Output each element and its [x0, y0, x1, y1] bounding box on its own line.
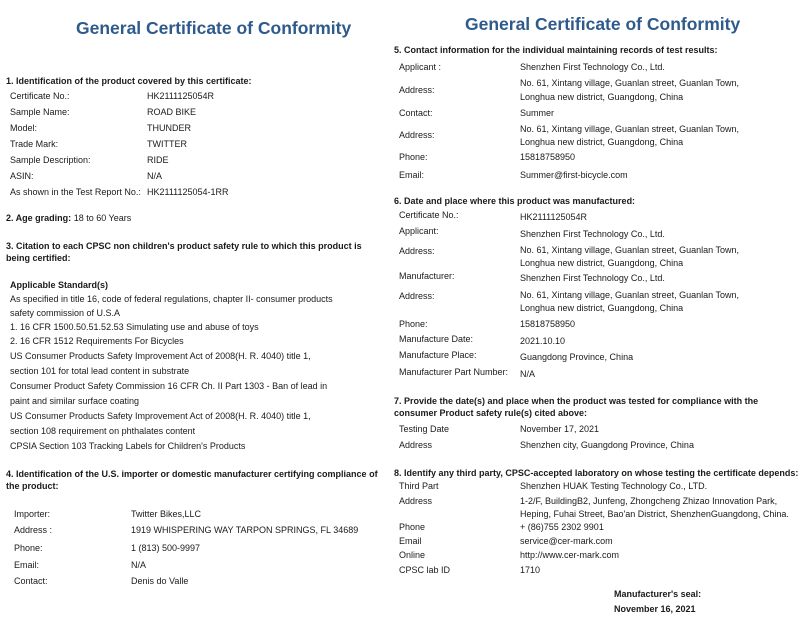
s6-applicant-label: Applicant: — [399, 226, 439, 236]
trade-mark-value: TWITTER — [147, 139, 187, 149]
importer-email-label: Email: — [14, 560, 40, 570]
left-page-title: General Certificate of Conformity — [76, 18, 352, 38]
section-4-heading: 4. Identification of the U.S. importer or domestic manufacturer certifying compliance of the product: — [6, 469, 378, 491]
s6-applicant-value: Shenzhen First Technology Co., Ltd. — [520, 229, 665, 239]
s6-part-value: N/A — [520, 369, 536, 379]
cert-no-value: HK2111125054R — [147, 91, 215, 101]
s8-address-line1: 1-2/F, BuildingB2, Junfeng, Zhongcheng Zhizao Innovation Park, — [520, 496, 778, 506]
section-5-heading: 5. Contact information for the individual maintaining records of test results: — [394, 45, 718, 55]
applicable-standards-title: Applicable Standard(s) — [10, 280, 109, 290]
standard-line: section 108 requirement on phthalates content — [10, 426, 196, 436]
age-grading-value: 18 to 60 Years — [73, 213, 132, 223]
s6-cert-value: HK2111125054R — [520, 212, 588, 222]
s5-phone-value: 15818758950 — [520, 152, 576, 162]
standard-line: 1. 16 CFR 1500.50.51.52.53 Simulating use and abuse of toys — [10, 322, 259, 332]
s6-address-b-line1: No. 61, Xintang village, Guanlan street, Guanlan Town, — [520, 290, 739, 300]
importer-value: Twitter Bikes,LLC — [131, 509, 202, 519]
standard-line: safety commission of U.S.A — [10, 308, 121, 318]
s8-address-line2: Heping, Fuhai Street, Bao'an District, ShenzhenGuangdong, China. — [520, 509, 789, 519]
standard-line: paint and similar surface coating — [10, 396, 140, 406]
s7-date-value: November 17, 2021 — [520, 424, 600, 434]
s8-third-label: Third Part — [399, 481, 439, 491]
s6-manufacturer-label: Manufacturer: — [399, 271, 455, 281]
model-label: Model: — [10, 123, 38, 133]
s8-third-value: Shenzhen HUAK Testing Technology Co., LTD. — [520, 481, 708, 491]
s8-email-label: Email — [399, 536, 422, 546]
standard-line: US Consumer Products Safety Improvement Act of 2008(H. R. 4040) title 1, — [10, 411, 311, 421]
s6-address-line1: No. 61, Xintang village, Guanlan street, Guanlan Town, — [520, 245, 739, 255]
seal-date: November 16, 2021 — [614, 604, 696, 614]
s6-phone-label: Phone: — [399, 319, 428, 329]
importer-address-label: Address : — [14, 525, 53, 535]
s6-manufacturer-value: Shenzhen First Technology Co., Ltd. — [520, 273, 665, 283]
s7-address-value: Shenzhen city, Guangdong Province, China — [520, 440, 694, 450]
importer-address-value: 1919 WHISPERING WAY TARPON SPRINGS, FL 34689 — [131, 525, 359, 535]
sample-description-label: Sample Description: — [10, 155, 91, 165]
s5-email-value: Summer@first-bicycle.com — [520, 170, 628, 180]
s5-address-label: Address: — [399, 85, 435, 95]
standard-line: CPSIA Section 103 Tracking Labels for Children's Products — [10, 441, 246, 451]
s5-address-b-line2: Longhua new district, Guangdong, China — [520, 137, 684, 147]
s6-address-line2: Longhua new district, Guangdong, China — [520, 258, 684, 268]
test-report-label: As shown in the Test Report No.: — [10, 187, 141, 197]
right-page-title: General Certificate of Conformity — [465, 14, 741, 34]
s5-contact-label: Contact: — [399, 108, 433, 118]
s6-cert-label: Certificate No.: — [399, 210, 459, 220]
s5-address-line2: Longhua new district, Guangdong, China — [520, 92, 684, 102]
asin-value: N/A — [147, 171, 163, 181]
s8-lab-label: CPSC lab ID — [399, 565, 451, 575]
s8-online-value: http://www.cer-mark.com — [520, 550, 620, 560]
s6-address-label: Address: — [399, 246, 435, 256]
s6-address-b-line2: Longhua new district, Guangdong, China — [520, 303, 684, 313]
trade-mark-label: Trade Mark: — [10, 139, 59, 149]
section-2 — [6, 213, 131, 224]
standard-line: 2. 16 CFR 1512 Requirements For Bicycles — [10, 336, 184, 346]
manufacturer-seal-label: Manufacturer's seal: — [614, 589, 702, 599]
s8-phone-value: + (86)755 2302 9901 — [520, 522, 604, 532]
sample-description-value: RIDE — [147, 155, 169, 165]
sample-name-value: ROAD BIKE — [147, 107, 197, 117]
s8-address-label: Address — [399, 496, 433, 506]
s8-phone-label: Phone — [399, 522, 426, 532]
s8-email-value: service@cer-mark.com — [520, 536, 613, 546]
s6-place-label: Manufacture Place: — [399, 350, 477, 360]
importer-contact-label: Contact: — [14, 576, 48, 586]
standard-line: Consumer Product Safety Commission 16 CFR Ch. II Part 1303 - Ban of lead in — [10, 381, 328, 391]
s7-date-label: Testing Date — [399, 424, 450, 434]
section-1-heading: 1. Identification of the product covered by this certificate: — [6, 76, 252, 86]
section-3-heading: 3. Citation to each CPSC non children's product safety rule to which this product is being certified: — [6, 241, 362, 263]
model-value: THUNDER — [147, 123, 191, 133]
importer-label: Importer: — [14, 509, 51, 519]
section-8-heading: 8. Identify any third party, CPSC-accepted laboratory on whose testing the certificate depends: — [394, 468, 799, 478]
s7-address-label: Address — [399, 440, 433, 450]
s5-phone-label: Phone: — [399, 152, 428, 162]
cert-no-label: Certificate No.: — [10, 91, 70, 101]
s8-online-label: Online — [399, 550, 426, 560]
asin-label: ASIN: — [10, 171, 34, 181]
s6-phone-value: 15818758950 — [520, 319, 576, 329]
importer-email-value: N/A — [131, 560, 147, 570]
s5-email-label: Email: — [399, 170, 425, 180]
s5-contact-value: Summer — [520, 108, 555, 118]
s8-lab-value: 1710 — [520, 565, 541, 575]
standard-line: As specified in title 16, code of federal regulations, chapter II- consumer products — [10, 294, 333, 304]
sample-name-label: Sample Name: — [10, 107, 70, 117]
section-7-heading: 7. Provide the date(s) and place when the product was tested for compliance with the consumer Product safety rule(s) cited above: — [394, 396, 759, 418]
s5-applicant-value: Shenzhen First Technology Co., Ltd. — [520, 62, 665, 72]
s5-address-b-line1: No. 61, Xintang village, Guanlan street, Guanlan Town, — [520, 124, 739, 134]
s5-address-b-label: Address: — [399, 130, 435, 140]
importer-phone-value: 1 (813) 500-9997 — [131, 543, 201, 553]
section-6-heading: 6. Date and place where this product was manufactured: — [394, 196, 636, 206]
importer-contact-value: Denis do Valle — [131, 576, 189, 586]
s6-place-value: Guangdong Province, China — [520, 352, 634, 362]
standard-line: section 101 for total lead content in substrate — [10, 366, 190, 376]
s6-address-b-label: Address: — [399, 291, 435, 301]
s5-address-line1: No. 61, Xintang village, Guanlan street, Guanlan Town, — [520, 78, 739, 88]
s6-date-value: 2021.10.10 — [520, 336, 566, 346]
s5-applicant-label: Applicant : — [399, 62, 442, 72]
test-report-value: HK2111125054-1RR — [147, 187, 229, 197]
s6-date-label: Manufacture Date: — [399, 334, 474, 344]
importer-phone-label: Phone: — [14, 543, 43, 553]
s6-part-label: Manufacturer Part Number: — [399, 367, 509, 377]
standard-line: US Consumer Products Safety Improvement Act of 2008(H. R. 4040) title 1, — [10, 351, 311, 361]
age-grading-label: 2. Age grading: — [6, 213, 72, 223]
